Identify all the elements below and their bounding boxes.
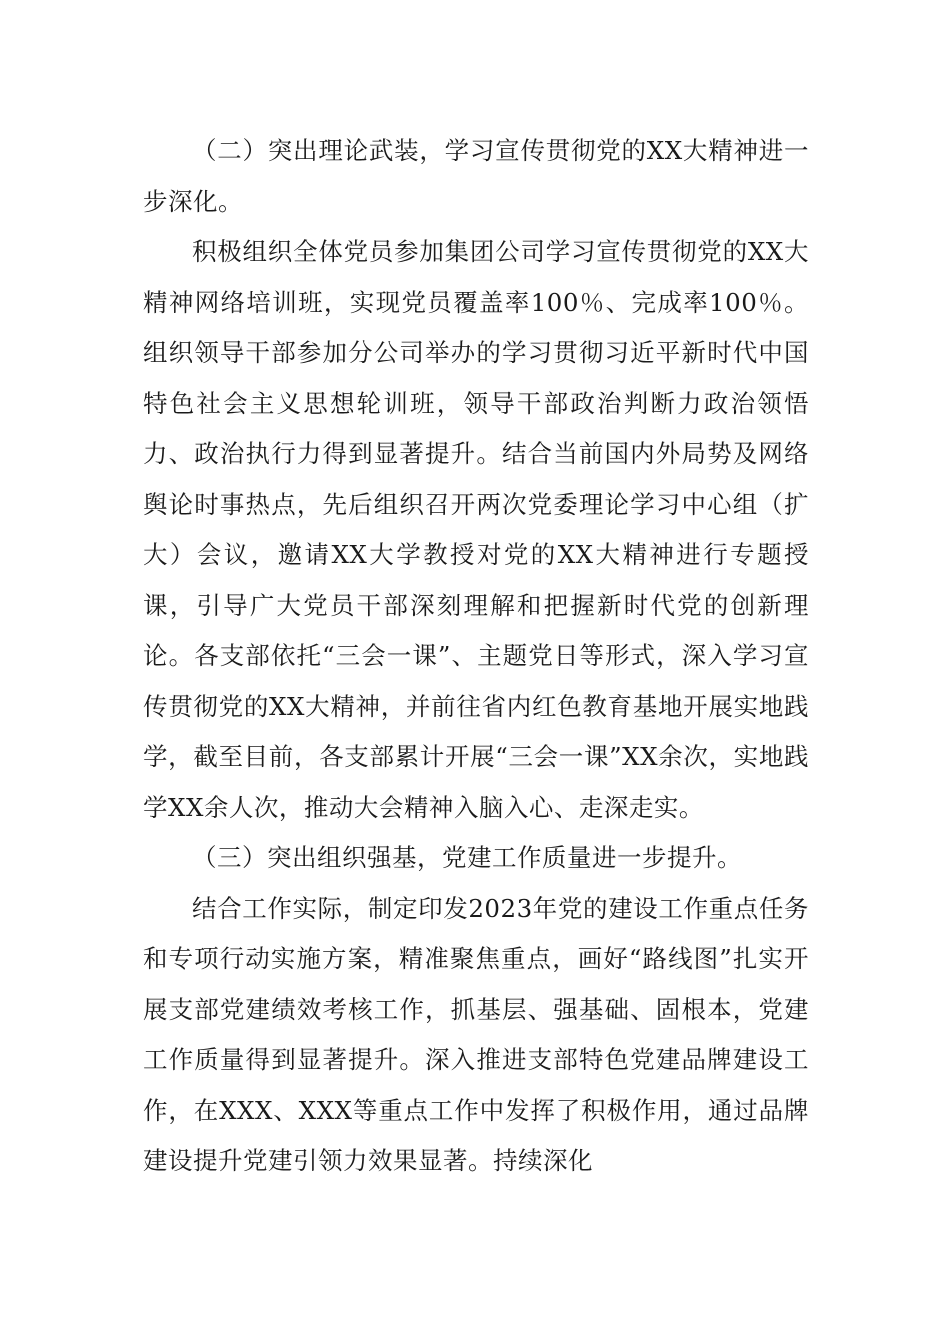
section-heading-two: （二）突出理论武装，学习宣传贯彻党的XX大精神进一步深化。 xyxy=(143,136,809,216)
document-body xyxy=(143,126,809,1187)
section-heading-three: （三）突出组织强基，党建工作质量进一步提升。 xyxy=(192,843,742,872)
body-paragraph-theory-study: 积极组织全体党员参加集团公司学习宣传贯彻党的XX大精神网络培训班，实现党员覆盖率100％、完成率100％。组织领导干部参加分公司举办的学习贯彻习近平新时代中国特色社会主义思想轮训班，领导干部政治判断力政治领悟力、政治执行力得到显著提升。结合当前国内外局势及网络舆论时事热点，先后组织召开两次党委理论学习中心组（扩大）会议，邀请XX大学教授对党的XX大精神进行专题授课，引导广大党员干部深刻理解和把握新时代党的创新理论。各支部依托“三会一课”、主题党日等形式，深入学习宣传贯彻党的XX大精神，并前往省内红色教育基地开展实地践学，截至目前，各支部累计开展“三会一课”XX余次，实地践学XX余人次，推动大会精神入脑入心、走深走实。 xyxy=(143,237,809,822)
body-paragraph-organization: 结合工作实际，制定印发2023年党的建设工作重点任务和专项行动实施方案，精准聚焦重点，画好“路线图”扎实开展支部党建绩效考核工作，抓基层、强基础、固根本，党建工作质量得到显著提升。深入推进支部特色党建品牌建设工作，在XXX、XXX等重点工作中发挥了积极作用，通过品牌建设提升党建引领力效果显著。持续深化 xyxy=(143,893,809,1175)
